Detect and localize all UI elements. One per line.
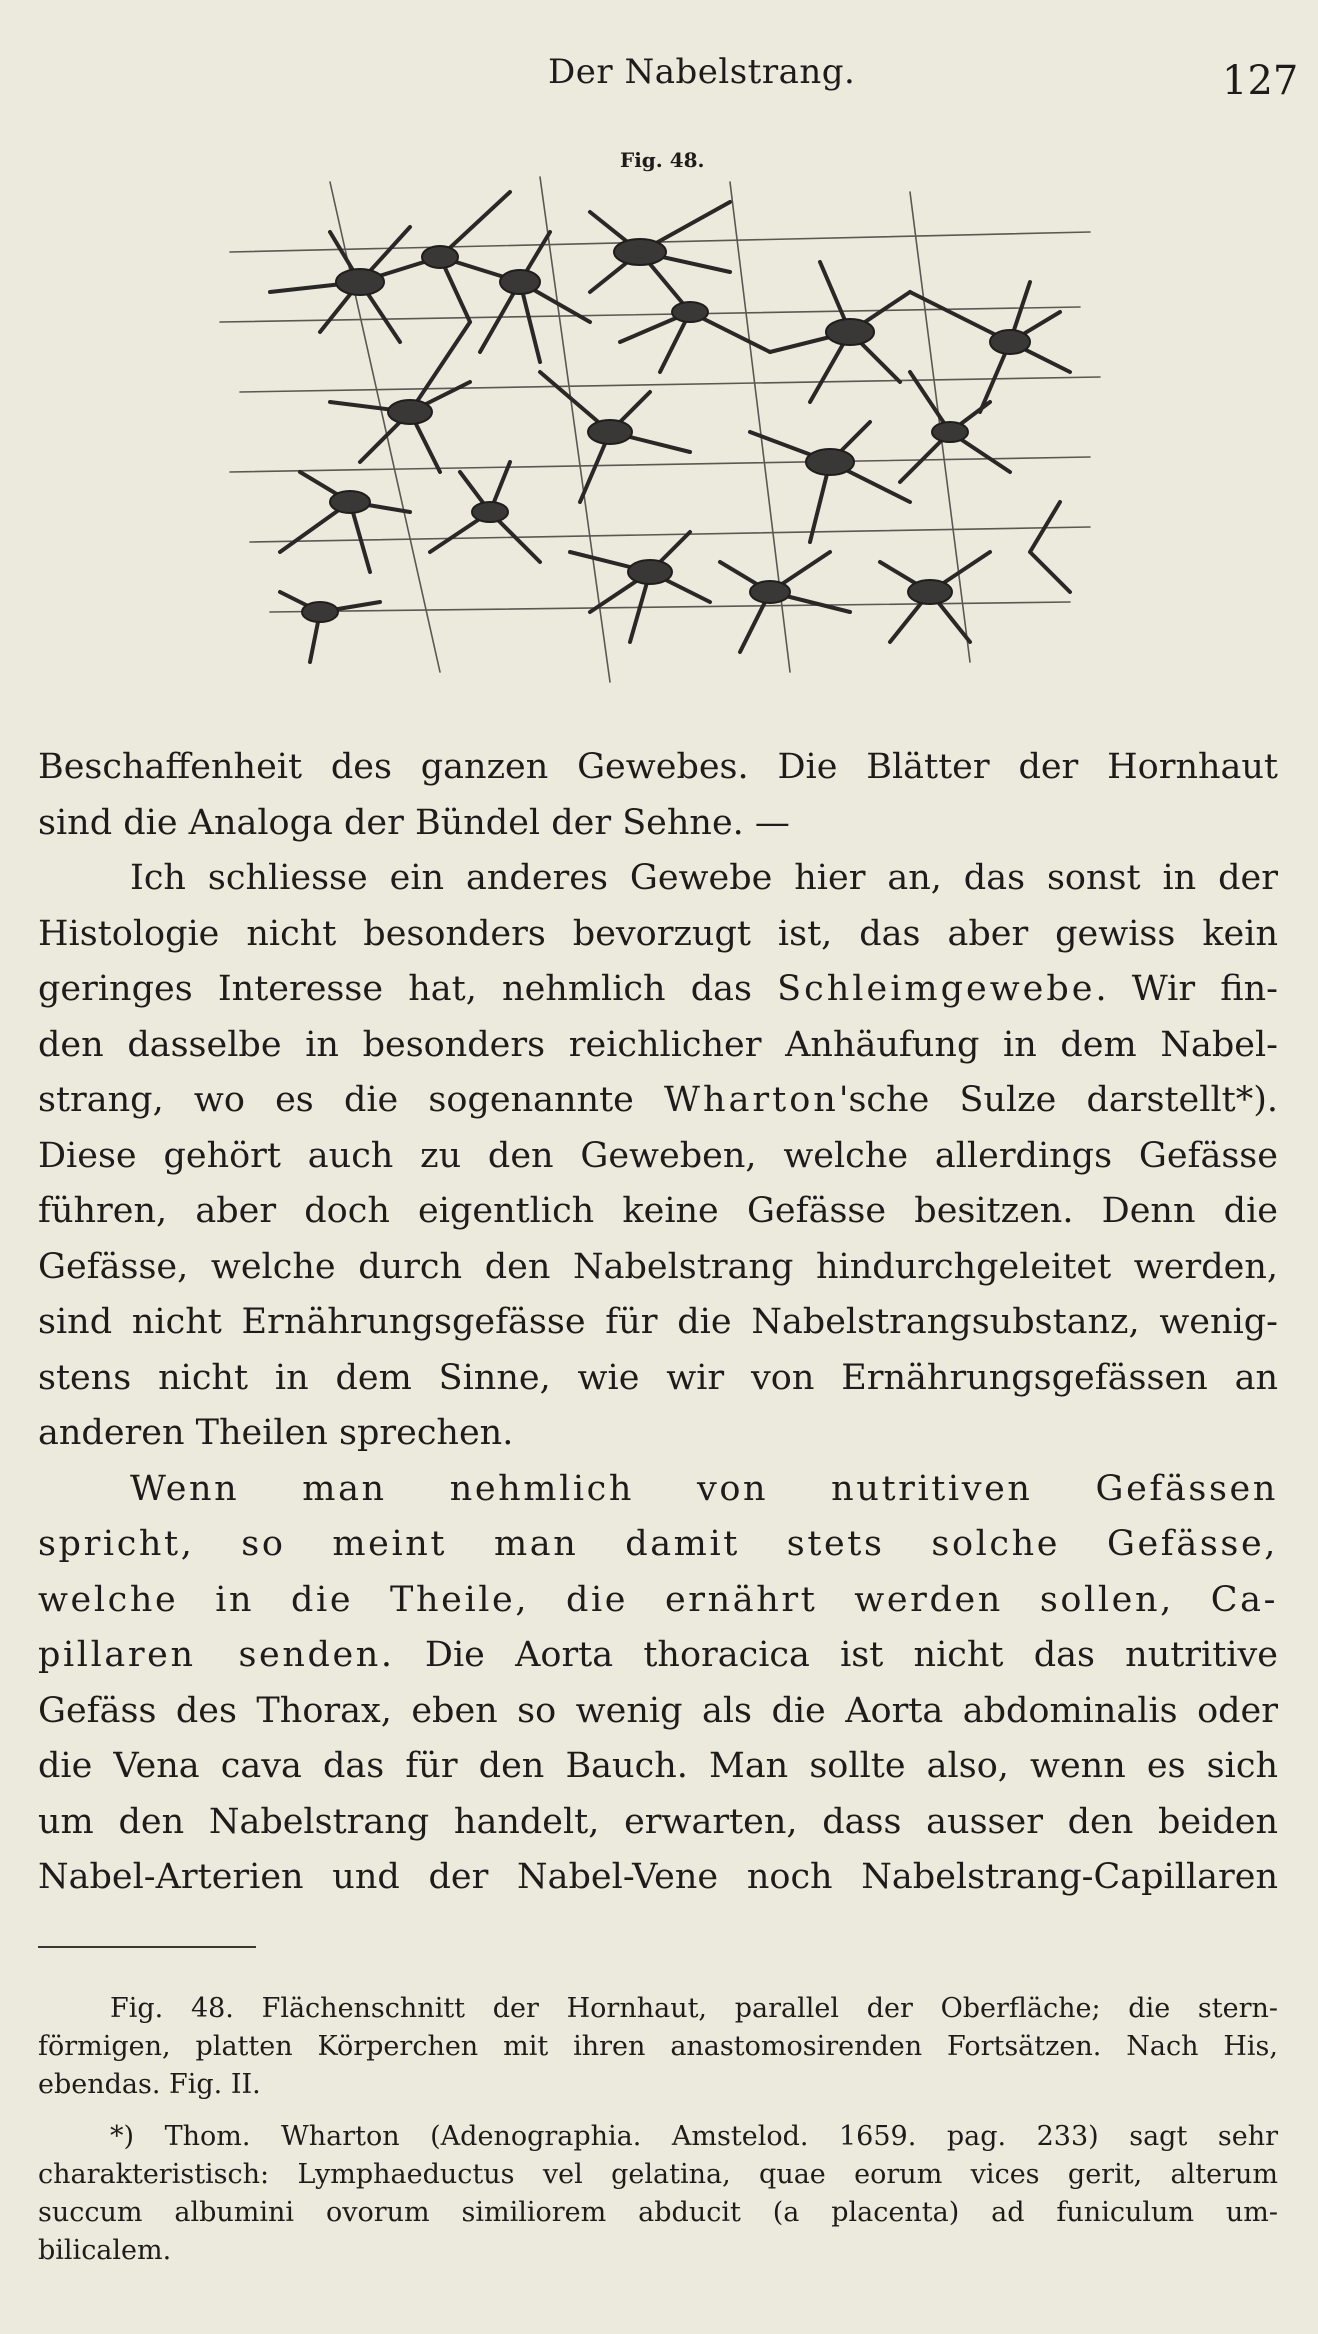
text-line: sind die Analoga der Bündel der Sehne. — — [38, 802, 790, 843]
figure-caption — [38, 1990, 1278, 2104]
text-line: anderen Theilen sprechen. — [38, 1413, 514, 1453]
caption-line: Fig. 48. Flächenschnitt der Hornhaut, parallel der Oberfläche; die stern- — [110, 1993, 1278, 2024]
text-line: den dasselbe in besonders reichlicher Anhäufung in dem Nabel- — [38, 1024, 1278, 1065]
wharton-footnote — [38, 2118, 1278, 2270]
emphasis-name: Wharton — [664, 1080, 839, 1120]
text-line: Diese gehört auch zu den Geweben, welche allerdings Gefässe — [38, 1135, 1278, 1176]
text-line: führen, aber doch eigentlich keine Gefässe besitzen. Denn die — [38, 1191, 1278, 1231]
cornea-cells-illustration — [210, 172, 1110, 692]
caption-line: förmigen, platten Körperchen mit ihren anastomosirenden Fortsätzen. Nach His, — [38, 2031, 1278, 2062]
footnote-line: *) Thom. Wharton (Adenographia. Amstelod. 1659. pag. 233) sagt sehr — [110, 2121, 1278, 2152]
text-line: pillaren senden. Die Aorta thoracica ist nicht das nutritive — [38, 1635, 1278, 1675]
text-line: Gefässe, welche durch den Nabelstrang hindurchgeleitet werden, — [38, 1246, 1278, 1287]
emphasis-term: Schleimgewebe — [777, 969, 1096, 1009]
text-line: Nabel-Arterien und der Nabel-Vene noch Nabelstrang-Capillaren — [38, 1857, 1278, 1897]
running-head: Der Nabelstrang. — [548, 52, 856, 92]
text-line: sind nicht Ernährungsgefässe für die Nabelstrangsubstanz, wenig- — [38, 1302, 1278, 1342]
text-line: Wenn man nehmlich von nutritiven Gefässen — [130, 1468, 1278, 1509]
text-line: um den Nabelstrang handelt, erwarten, dass ausser den beiden — [38, 1801, 1278, 1842]
text-line: Beschaffenheit des ganzen Gewebes. Die Blätter der Hornhaut — [38, 747, 1278, 787]
text-line: die Vena cava das für den Bauch. Man sollte also, wenn es sich — [38, 1746, 1278, 1786]
text-line: geringes Interesse hat, nehmlich das Schleimgewebe. Wir fin- — [38, 969, 1278, 1009]
text-line: spricht, so meint man damit stets solche Gefässe, — [38, 1524, 1278, 1564]
text-line: Histologie nicht besonders bevorzugt ist, das aber gewiss kein — [38, 913, 1278, 954]
text-line: welche in die Theile, die ernährt werden sollen, Ca- — [38, 1579, 1278, 1620]
footnote-line: charakteristisch: Lymphaeductus vel gelatina, quae eorum vices gerit, alterum — [38, 2159, 1278, 2190]
footnote-divider — [38, 1946, 256, 1948]
page-number: 127 — [1222, 58, 1299, 104]
figure-label: Fig. 48. — [620, 148, 705, 172]
caption-line: ebendas. Fig. II. — [38, 2069, 261, 2100]
text-line: strang, wo es die sogenannte Wharton'sche Sulze darstellt*). — [38, 1080, 1278, 1120]
footnote-line: bilicalem. — [38, 2235, 172, 2266]
text-line: Gefäss des Thorax, eben so wenig als die Aorta abdominalis oder — [38, 1690, 1278, 1731]
footnotes — [38, 1990, 1278, 2284]
text-line: stens nicht in dem Sinne, wie wir von Ernährungsgefässen an — [38, 1357, 1278, 1398]
main-text — [38, 740, 1278, 1906]
footnote-line: succum albumini ovorum similiorem abducit (a placenta) ad funiculum um- — [38, 2197, 1278, 2228]
text-line: Ich schliesse ein anderes Gewebe hier an, das sonst in der — [130, 858, 1278, 898]
